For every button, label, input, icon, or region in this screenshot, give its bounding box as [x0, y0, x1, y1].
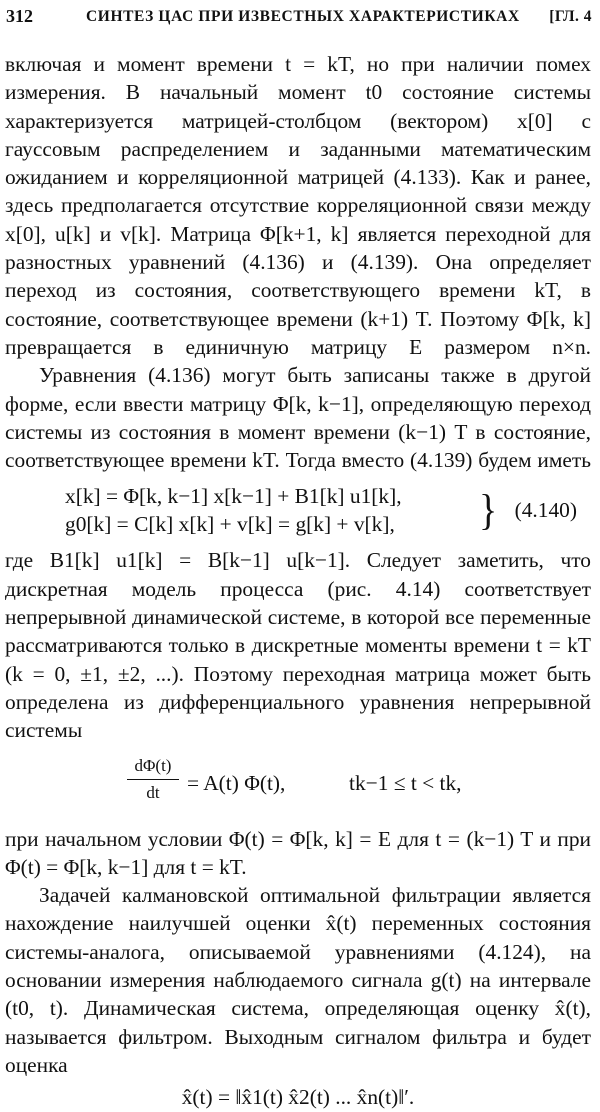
derivative-fraction — [127, 755, 179, 804]
right-brace: } — [479, 486, 498, 535]
differential-equation-rhs: = A(t) Φ(t), — [187, 770, 286, 795]
paragraph-3: где B1[k] u1[k] = B[k−1] u[k−1]. Следует заметить, что дискретная модель процесса (рис. 4.14) соответствует непрерывной динамической системе, в которой все переменные рассматриваются только в дискретные моменты времени t = kT (k = 0, ±1, ±2, ...). Поэтому переходная матрица может быть определена из дифференциального уравнения непрерывной системы — [5, 548, 591, 743]
time-interval-condition: tk−1 ≤ t < tk, — [349, 770, 462, 795]
paragraph-5: Задачей калмановской оптимальной фильтрации является нахождение наилучшей оценки x̂(t) переменных состояния системы-аналога, описываемой уравнениями (4.124), на основании измерения наблюдаемого сигнала g(t) на интервале (t0, t). Динамическая система, определяющая оценку x̂(t), называется фильтром. Выходным сигналом фильтра и будет оценка — [5, 883, 591, 1077]
page-header — [6, 4, 592, 34]
paragraph-4: при начальном условии Φ(t) = Φ[k, k] = E для t = (k−1) T и при Φ(t) = Φ[k, k−1] для t = kT. — [5, 826, 591, 879]
page-body — [5, 50, 591, 1112]
paragraph-2: Уравнения (4.136) могут быть записаны также в другой форме, если ввести матрицу Φ[k, k−1], определяющую переход системы из состояния в момент времени (k−1) T в состояние, соответствующее времени kT. Тогда вместо (4.139) будем иметь — [5, 363, 591, 473]
equation-4-140-line-2: g0[k] = C[k] x[k] + v[k] = g[k] + v[k], — [65, 512, 395, 537]
page-number: 312 — [6, 6, 33, 26]
fraction-denominator: dt — [146, 782, 160, 802]
fraction-numerator: dΦ(t) — [127, 755, 179, 780]
chapter-label: [ГЛ. 4 — [549, 8, 592, 25]
equation-4-140-line-1: x[k] = Φ[k, k−1] x[k−1] + B1[k] u1[k], — [65, 484, 402, 509]
paragraph-1: включая и момент времени t = kT, но при наличии помех измерения. В начальный момент t0 состояние системы характеризуется матрицей-столбцом (вектором) x[0] с гауссовым распределением и заданными математическим ожиданием и корреляционной матрицей (4.133). Как и ранее, здесь предполагается отсутствие корреляционной связи между x[0], u[k] и v[k]. Матрица Φ[k+1, k] является переходной для разностных уравнений (4.136) и (4.139). Она определяет переход из состояния, соответствующего времени kT, в состояние, соответствующее времени (k+1) T. Поэтому Φ[k, k] превращается в единичную матрицу E размером n×n. — [5, 52, 591, 359]
differential-equation — [5, 749, 591, 819]
equation-4-140 — [5, 478, 591, 540]
running-title: СИНТЕЗ ЦАС ПРИ ИЗВЕСТНЫХ ХАРАКТЕРИСТИКАХ — [86, 8, 520, 25]
equation-number: (4.140) — [514, 498, 577, 523]
estimate-vector-equation: x̂(t) = ‖x̂1(t) x̂2(t) ... x̂n(t)‖′. — [181, 1085, 415, 1110]
